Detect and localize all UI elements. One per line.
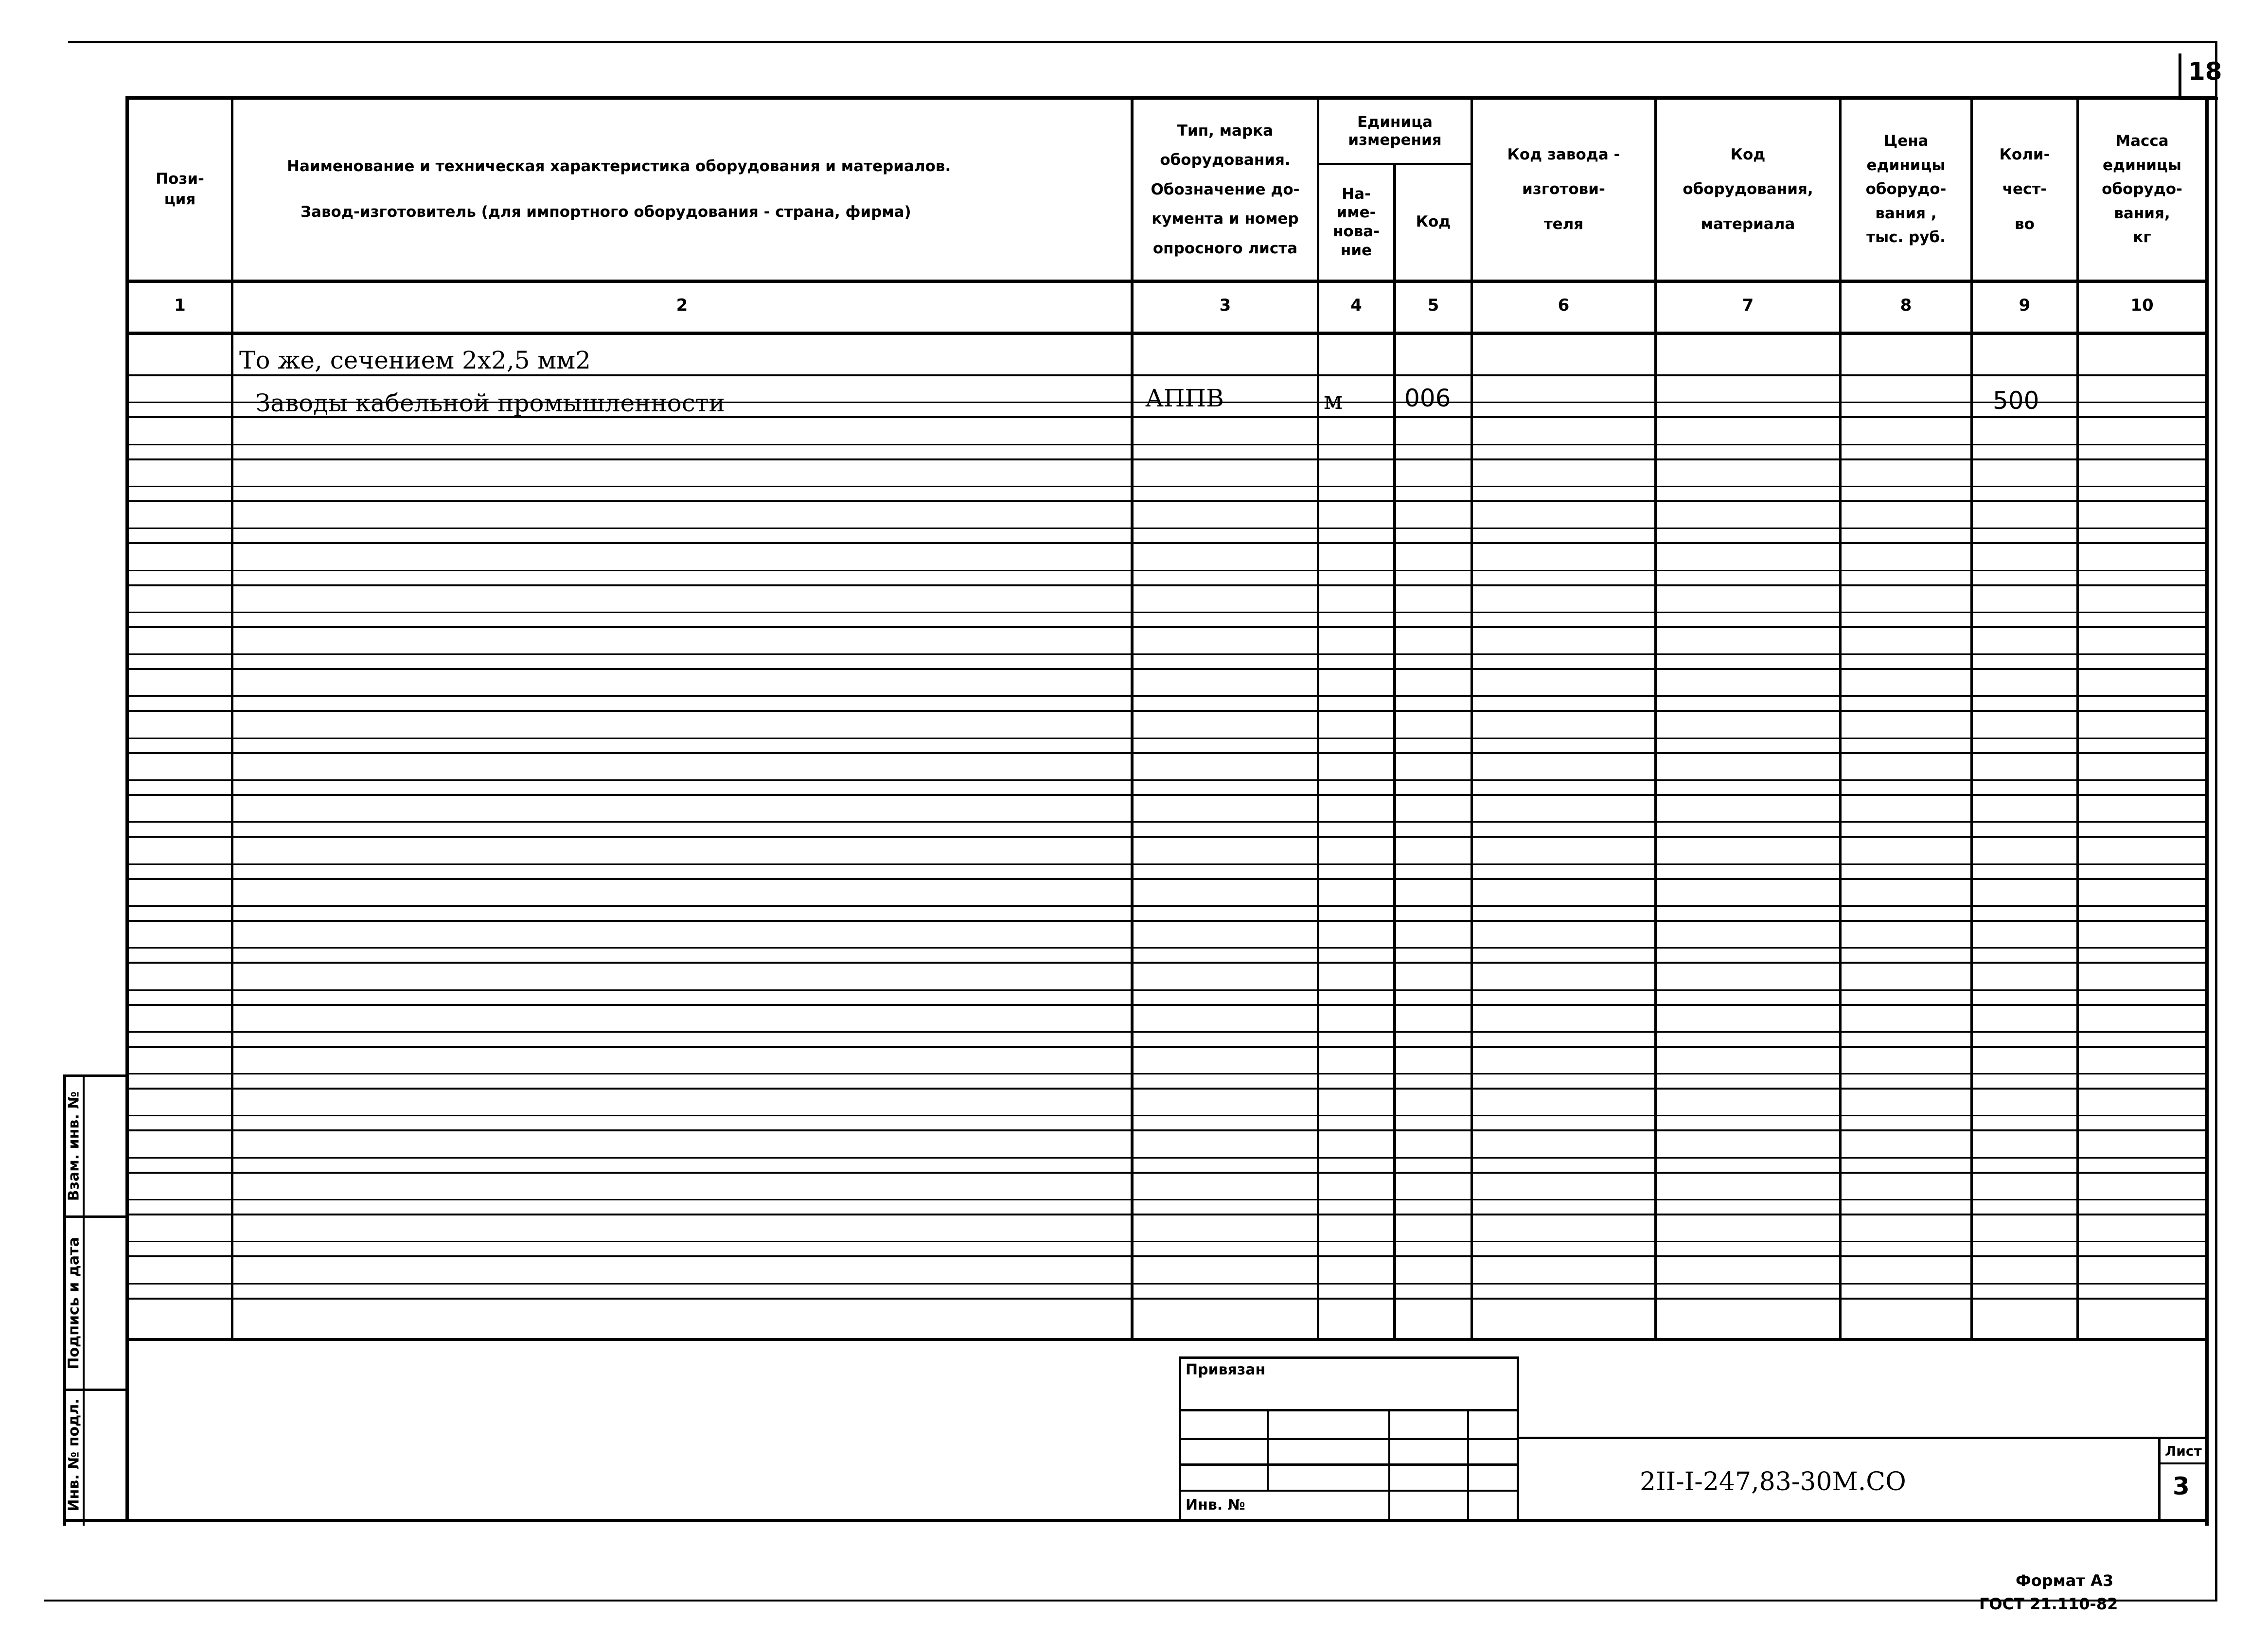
title-block-v3 [1467,1409,1469,1519]
table-row-line-secondary [125,1283,2209,1285]
table-row-line-secondary [125,1115,2209,1116]
header-unit-name: На- име- нова- ние [1332,185,1380,259]
table-row-line [125,1255,2209,1257]
header-position: Пози- ция [156,170,204,208]
table-row-line [125,542,2209,544]
table-top-border [125,96,2216,100]
table-row-line-secondary [125,863,2209,865]
col-divider-7 [1839,96,1842,1340]
table-row-line [125,1214,2209,1215]
table-row-line-secondary [125,989,2209,991]
table-row-line [125,584,2209,586]
table-row-line-secondary [125,1157,2209,1159]
header-bottom-line [125,280,2209,283]
header-maker-code: Код завода - изготови- теля [1507,146,1620,233]
colnum-4: 4 [1350,296,1362,315]
colnum-5: 5 [1427,296,1439,315]
table-row-line-secondary [125,821,2209,823]
table-row-line [125,1172,2209,1174]
table-row-line [125,752,2209,754]
sheet-number: 3 [2173,1472,2190,1500]
colnum-9: 9 [2019,296,2031,315]
table-row-line-secondary [125,738,2209,739]
table-row-line-secondary [125,528,2209,529]
row2-code: 006 [1404,384,1451,412]
table-row-line [125,668,2209,670]
footer-gost: ГОСТ 21.110-82 [1979,1595,2118,1613]
table-row-line-secondary [125,1199,2209,1200]
table-row-line-secondary [125,1073,2209,1074]
table-row-line-secondary [125,486,2209,487]
col-divider-8 [1970,96,1973,1340]
col-divider-6 [1654,96,1657,1340]
table-row-line-secondary [125,947,2209,949]
side-label-podpis: Подпись и дата [65,1237,83,1370]
row2-name: Заводы кабельной промышленности [255,389,725,417]
table-row-line-secondary [125,612,2209,613]
table-row-line [125,626,2209,628]
sheet-corner-number: 18 [2188,57,2222,86]
table-body-end-line [125,1338,2209,1341]
table-row-line [125,836,2209,838]
document-code: 2II-I-247,83-30М.СО [1640,1467,1906,1496]
row2-type: АППВ [1145,384,1224,412]
table-row-line [125,1088,2209,1090]
sheet-label: Лист [2165,1443,2202,1459]
colnum-10: 10 [2130,296,2154,315]
col-divider-2 [1131,96,1134,1340]
col-divider-1 [231,96,233,1340]
table-row-line [125,794,2209,796]
header-type: Тип, марка оборудования. Обозначение до- кумента и номер опросного листа [1151,122,1300,257]
table-row-line [125,458,2209,460]
header-equipment-code: Код оборудования, материала [1683,146,1813,233]
table-row-line [125,710,2209,712]
table-row-line [125,962,2209,964]
table-right-border [2205,96,2209,1526]
title-block-v2 [1388,1409,1390,1519]
header-price: Цена единицы оборудо- вания , тыс. руб. [1865,132,1947,246]
table-row-line-secondary [125,444,2209,445]
inv-no-label: Инв. № [1186,1496,1245,1514]
table-row-line [125,500,2209,502]
table-bottom-border [125,1519,2209,1522]
table-row-line [125,1298,2209,1300]
table-left-border [125,96,129,1522]
table-row-line-secondary [125,905,2209,907]
table-row-line-secondary [125,779,2209,781]
colnum-bottom-line [125,332,2209,335]
table-row-line-secondary [125,1241,2209,1242]
table-row-line [125,1129,2209,1131]
col-divider-3 [1317,96,1319,1340]
sheet-box-divider [2158,1462,2208,1464]
header-unit-code: Код [1416,213,1451,231]
colnum-1: 1 [174,296,186,315]
row1-name: То же, сечением 2х2,5 мм2 [239,346,591,374]
side-label-inv-podl: Инв. № подл. [65,1398,83,1512]
table-row-line-secondary [125,570,2209,571]
privyazan-label: Привязан [1186,1361,1266,1378]
header-name-line1: Наименование и техническая характеристика оборудования и материалов. [287,158,951,176]
table-row-line [125,878,2209,880]
colnum-6: 6 [1558,296,1570,315]
colnum-7: 7 [1742,296,1754,315]
header-mass: Масса единицы оборудо- вания, кг [2102,132,2182,246]
title-block-v1 [1267,1409,1269,1492]
side-strip-bottom [63,1519,126,1522]
colnum-8: 8 [1900,296,1912,315]
col-divider-4 [1393,163,1396,1340]
bottom-border-line [44,1600,2217,1602]
header-name [233,100,1131,280]
header-name-line2: Завод-изготовитель (для импортного оборудования - страна, фирма) [301,203,911,221]
top-border-line [68,41,2217,43]
table-row-line [125,920,2209,922]
row2-qty: 500 [1993,387,2039,415]
colnum-3: 3 [1219,296,1231,315]
table-row-line-secondary [125,653,2209,655]
title-block-main-top [1519,1437,2208,1439]
table-row-line [125,374,2209,376]
table-row-line [125,1046,2209,1048]
table-row-line-secondary [125,695,2209,697]
row2-unit: м [1324,387,1343,415]
col-divider-5 [1471,96,1473,1340]
colnum-2: 2 [676,296,688,315]
header-quantity: Коли- чест- во [1999,146,2050,233]
side-label-vzam: Взам. инв. № [65,1091,83,1201]
col-divider-9 [2076,96,2079,1340]
table-row-line [125,1004,2209,1006]
header-unit-group: Единица измерения [1348,113,1442,149]
footer-format: Формат А3 [2016,1571,2114,1590]
right-border-line [2215,41,2217,1602]
table-row-line-secondary [125,1031,2209,1033]
